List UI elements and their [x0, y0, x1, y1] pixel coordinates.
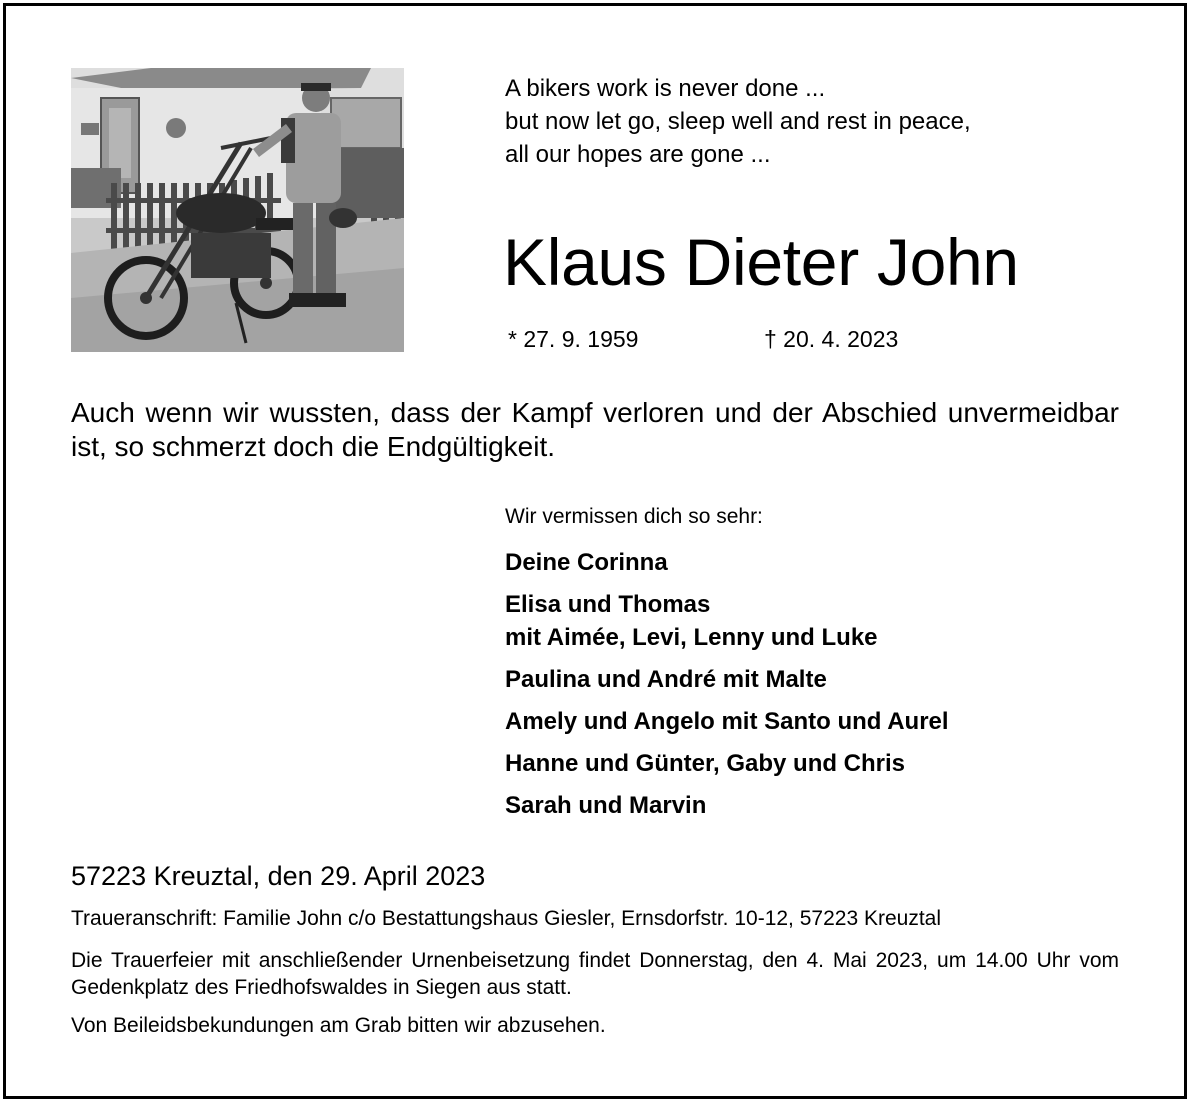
death-date: † 20. 4. 2023 — [764, 326, 899, 352]
birth-date: * 27. 9. 1959 — [508, 326, 639, 352]
family-group — [505, 588, 949, 654]
family-group — [505, 789, 949, 822]
family-group — [505, 705, 949, 738]
poem — [505, 72, 971, 171]
memorial-quote: Auch wenn wir wussten, dass der Kampf verloren und der Abschied unvermeidbar ist, so schmerzt doch die Endgültigkeit. — [71, 397, 1119, 462]
poem-line: but now let go, sleep well and rest in peace, — [505, 108, 971, 135]
family-line: Deine Corinna — [505, 549, 668, 576]
family-group — [505, 747, 949, 780]
mourning-address: Traueranschrift: Familie John c/o Bestattungshaus Giesler, Ernsdorfstr. 10-12, 57223 Kreuztal — [71, 907, 941, 930]
family-group — [505, 663, 949, 696]
family-line: Amely und Angelo mit Santo und Aurel — [505, 708, 949, 735]
family-line: Elisa und Thomas — [505, 591, 711, 618]
condolence-note: Von Beileidsbekundungen am Grab bitten wir abzusehen. — [71, 1014, 606, 1037]
miss-you-line: Wir vermissen dich so sehr: — [505, 505, 763, 528]
deceased-name: Klaus Dieter John — [503, 225, 1019, 299]
family-line: mit Aimée, Levi, Lenny und Luke — [505, 624, 878, 651]
place-date: 57223 Kreuztal, den 29. April 2023 — [71, 861, 486, 891]
family-group — [505, 546, 949, 579]
ceremony-info: Die Trauerfeier mit anschließender Urnenbeisetzung findet Donnerstag, den 4. Mai 2023, um 14.00 Uhr vom Gedenkplatz des Friedhofswaldes in Siegen aus statt. — [71, 949, 1119, 999]
family-list — [505, 546, 949, 831]
family-line: Hanne und Günter, Gaby und Chris — [505, 750, 906, 777]
portrait-with-motorcycle-photo — [71, 68, 404, 352]
family-line: Sarah und Marvin — [505, 792, 707, 819]
family-line: Paulina und André mit Malte — [505, 666, 827, 693]
poem-line: A bikers work is never done ... — [505, 75, 826, 102]
poem-line: all our hopes are gone ... — [505, 141, 771, 168]
